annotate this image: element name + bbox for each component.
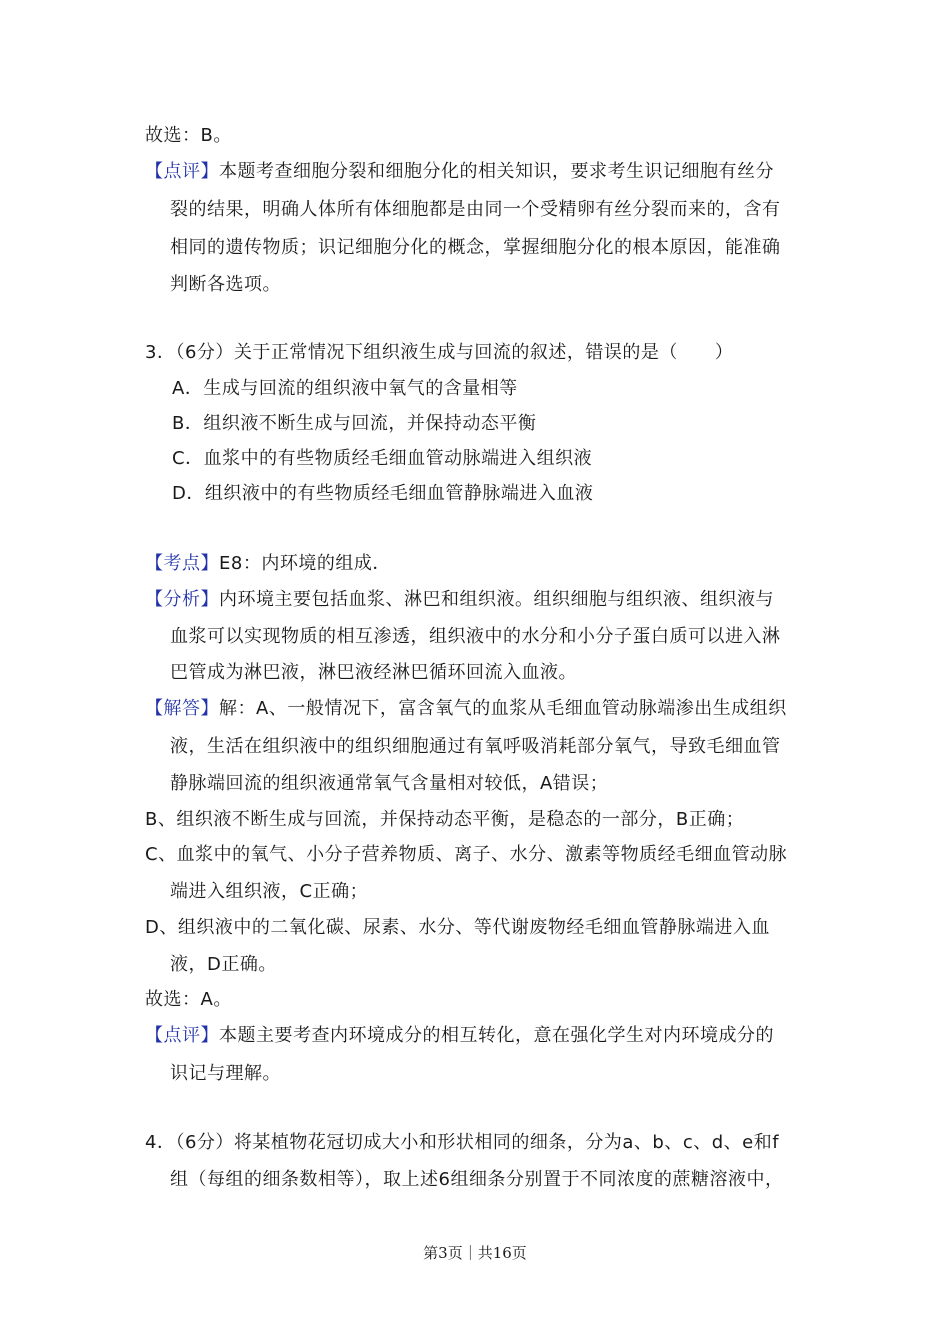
question-3-option-a: A．生成与回流的组织液中氧气的含量相等 <box>172 378 518 399</box>
comment-text: 本题考查细胞分裂和细胞分化的相关知识，要求考生识记细胞有丝分 <box>219 161 774 182</box>
page-footer: 第3页｜共16页 <box>423 1244 527 1262</box>
analysis-line <box>145 588 774 612</box>
analysis-text: 内环境主要包括血浆、淋巴和组织液。组织细胞与组织液、组织液与 <box>219 589 774 610</box>
comment-continuation: 相同的遗传物质；识记细胞分化的概念，掌握细胞分化的根本原因，能准确 <box>170 237 781 258</box>
solution-text: 解：A、一般情况下，富含氧气的血浆从毛细血管动脉端渗出生成组织 <box>219 698 787 719</box>
solution-c-line: C、血浆中的氧气、小分子营养物质、离子、水分、激素等物质经毛细血管动脉 <box>145 844 788 865</box>
question-3-option-b: B．组织液不断生成与回流，并保持动态平衡 <box>172 413 537 434</box>
solution-d-line: D、组织液中的二氧化碳、尿素、水分、等代谢废物经毛细血管静脉端进入血 <box>145 917 770 938</box>
comment-continuation: 识记与理解。 <box>170 1063 281 1084</box>
solution-continuation: 静脉端回流的组织液通常氧气含量相对较低，A错误； <box>170 773 609 794</box>
question-3-stem: 3．（6分）关于正常情况下组织液生成与回流的叙述，错误的是（ ） <box>145 342 734 363</box>
solution-c-continuation: 端进入组织液，C正确； <box>170 881 369 902</box>
solution-continuation: 液，生活在组织液中的组织细胞通过有氧呼吸消耗部分氧气，导致毛细血管 <box>170 736 781 757</box>
solution-tag: 【解答】 <box>145 698 219 719</box>
kaodian-text: E8：内环境的组成． <box>219 553 391 574</box>
analysis-tag: 【分析】 <box>145 589 219 610</box>
comment-tag: 【点评】 <box>145 1025 219 1046</box>
question-3-option-c: C．血浆中的有些物质经毛细血管动脉端进入组织液 <box>172 448 593 469</box>
comment-text: 本题主要考查内环境成分的相互转化，意在强化学生对内环境成分的 <box>219 1025 774 1046</box>
question-3-option-d: D．组织液中的有些物质经毛细血管静脉端进入血液 <box>172 483 594 504</box>
comment-continuation: 判断各选项。 <box>170 274 281 295</box>
analysis-continuation: 血浆可以实现物质的相互渗透，组织液中的水分和小分子蛋白质可以进入淋 <box>170 626 781 647</box>
answer-line: 故选：B。 <box>145 125 232 146</box>
question-4-stem-continuation: 组（每组的细条数相等），取上述6组细条分别置于不同浓度的蔗糖溶液中， <box>170 1169 784 1190</box>
answer-line: 故选：A。 <box>145 989 232 1010</box>
kaodian-tag: 【考点】 <box>145 553 219 574</box>
comment-continuation: 裂的结果，明确人体所有体细胞都是由同一个受精卵有丝分裂而来的，含有 <box>170 199 781 220</box>
question-4-stem: 4．（6分）将某植物花冠切成大小和形状相同的细条，分为a、b、c、d、e和f <box>145 1132 780 1153</box>
solution-d-continuation: 液，D正确。 <box>170 954 277 975</box>
solution-line <box>145 697 787 721</box>
solution-b-line: B、组织液不断生成与回流，并保持动态平衡，是稳态的一部分，B正确； <box>145 809 745 830</box>
comment-tag: 【点评】 <box>145 161 219 182</box>
kaodian-line <box>145 552 391 576</box>
comment-line <box>145 160 774 184</box>
analysis-continuation: 巴管成为淋巴液，淋巴液经淋巴循环回流入血液。 <box>170 662 577 683</box>
comment-line <box>145 1024 774 1048</box>
